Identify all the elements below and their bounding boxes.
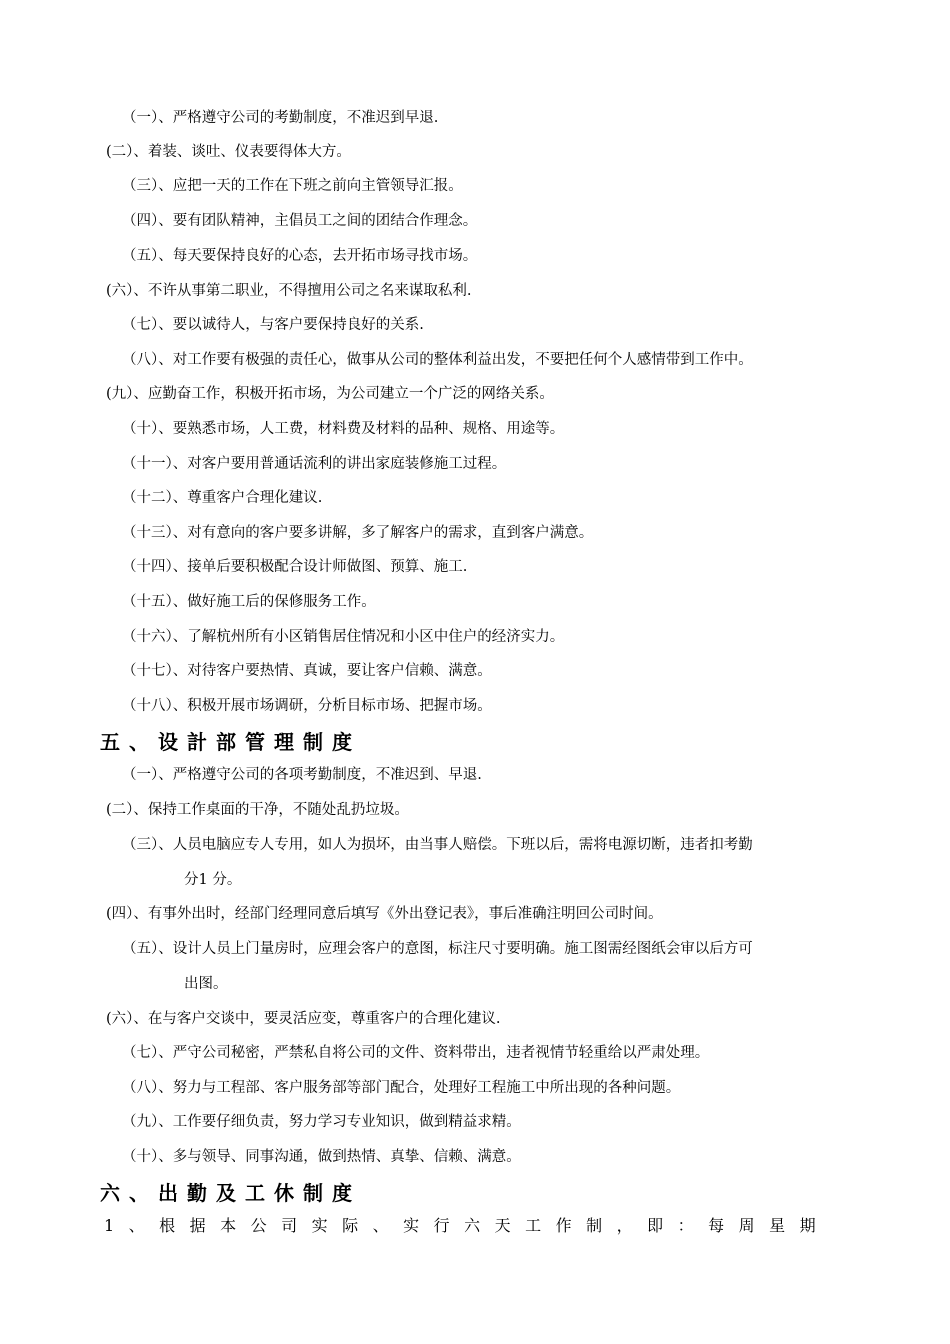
- rule-item: （一）、严格遵守公司的各项考勤制度，不准迟到、早退.: [122, 767, 482, 783]
- rule-item: （十七）、对待客户要热情、真诚，要让客户信赖、满意。: [122, 663, 492, 679]
- rule-item: （九）、工作要仔细负责，努力学习专业知识，做到精益求精。: [122, 1114, 521, 1130]
- rule-item: （五）、每天要保持良好的心态，去开拓市场寻找市场。: [122, 248, 478, 264]
- rule-item: （十八）、积极开展市场调研，分析目标市场、把握市场。: [122, 698, 492, 714]
- rule-item: （三）、应把一天的工作在下班之前向主管领导汇报。: [122, 178, 463, 194]
- rule-item: （十二）、尊重客户合理化建议.: [122, 490, 323, 506]
- rule-item: （十一）、对客户要用普通话流利的讲出家庭装修施工过程。: [122, 456, 507, 472]
- rule-item: （十六）、了解杭州所有小区销售居住情况和小区中住户的经济实力。: [122, 629, 565, 645]
- rule-item: (四）、有事外出时，经部门经理同意后填写《外出登记表》，事后准确注明回公司时间。: [106, 906, 663, 922]
- rule-item: (二）、着装、谈吐、仪表要得体大方。: [106, 144, 351, 160]
- rule-item: （七）、严守公司秘密，严禁私自将公司的文件、资料带出，违者视情节轻重给以严肃处理。: [122, 1045, 710, 1061]
- rule-item-continuation: 出图。: [184, 976, 228, 992]
- section-heading-attendance: 六、出勤及工休制度: [100, 1181, 361, 1205]
- rule-item: （一）、严格遵守公司的考勤制度，不准迟到早退.: [122, 110, 439, 126]
- rule-item: （十五）、做好施工后的保修服务工作。: [122, 594, 376, 610]
- rule-item: （十三）、对有意向的客户要多讲解，多了解客户的需求，直到客户满意。: [122, 525, 594, 541]
- rule-item: （十）、要熟悉市场，人工费，材料费及材料的品种、规格、用途等。: [122, 421, 565, 437]
- rule-item: (二）、保持工作桌面的干净，不随处乱扔垃圾。: [106, 802, 409, 818]
- section-heading-design: 五、设計部管理制度: [100, 730, 361, 754]
- rule-item: （五）、设计人员上门量房时，应理会客户的意图，标注尺寸要明确。施工图需经图纸会审以后方可: [122, 941, 753, 957]
- rule-item: (九）、应勤奋工作，积极开拓市场，为公司建立一个广泛的网络关系。: [106, 386, 554, 402]
- rule-item: （十四）、接单后要积极配合设计师做图、预算、施工.: [122, 559, 468, 575]
- rule-item: （三）、人员电脑应专人专用，如人为损坏，由当事人赔偿。下班以后，需将电源切断，违者扣考勤: [122, 837, 753, 853]
- rule-item: (六）、不许从事第二职业，不得擅用公司之名来谋取私利.: [106, 283, 472, 299]
- rule-item-continuation: 分1 分。: [184, 872, 242, 888]
- rule-item: （八）、对工作要有极强的责任心，做事从公司的整体利益出发，不要把任何个人感情带到工作中。: [122, 352, 753, 368]
- attendance-rule-first-line: 1、根据本公司实际、实行六天工作制，即：每周星期: [104, 1216, 831, 1235]
- rule-item: （八）、努力与工程部、客户服务部等部门配合，处理好工程施工中所出现的各种问题。: [122, 1080, 681, 1096]
- rule-item: (六）、在与客户交谈中，要灵活应变，尊重客户的合理化建议.: [106, 1011, 501, 1027]
- rule-item: （四）、要有团队精神，主倡员工之间的团结合作理念。: [122, 213, 478, 229]
- rule-item: （七）、要以诚待人，与客户要保持良好的关系.: [122, 317, 424, 333]
- rule-item: （十）、多与领导、同事沟通，做到热情、真挚、信赖、满意。: [122, 1149, 521, 1165]
